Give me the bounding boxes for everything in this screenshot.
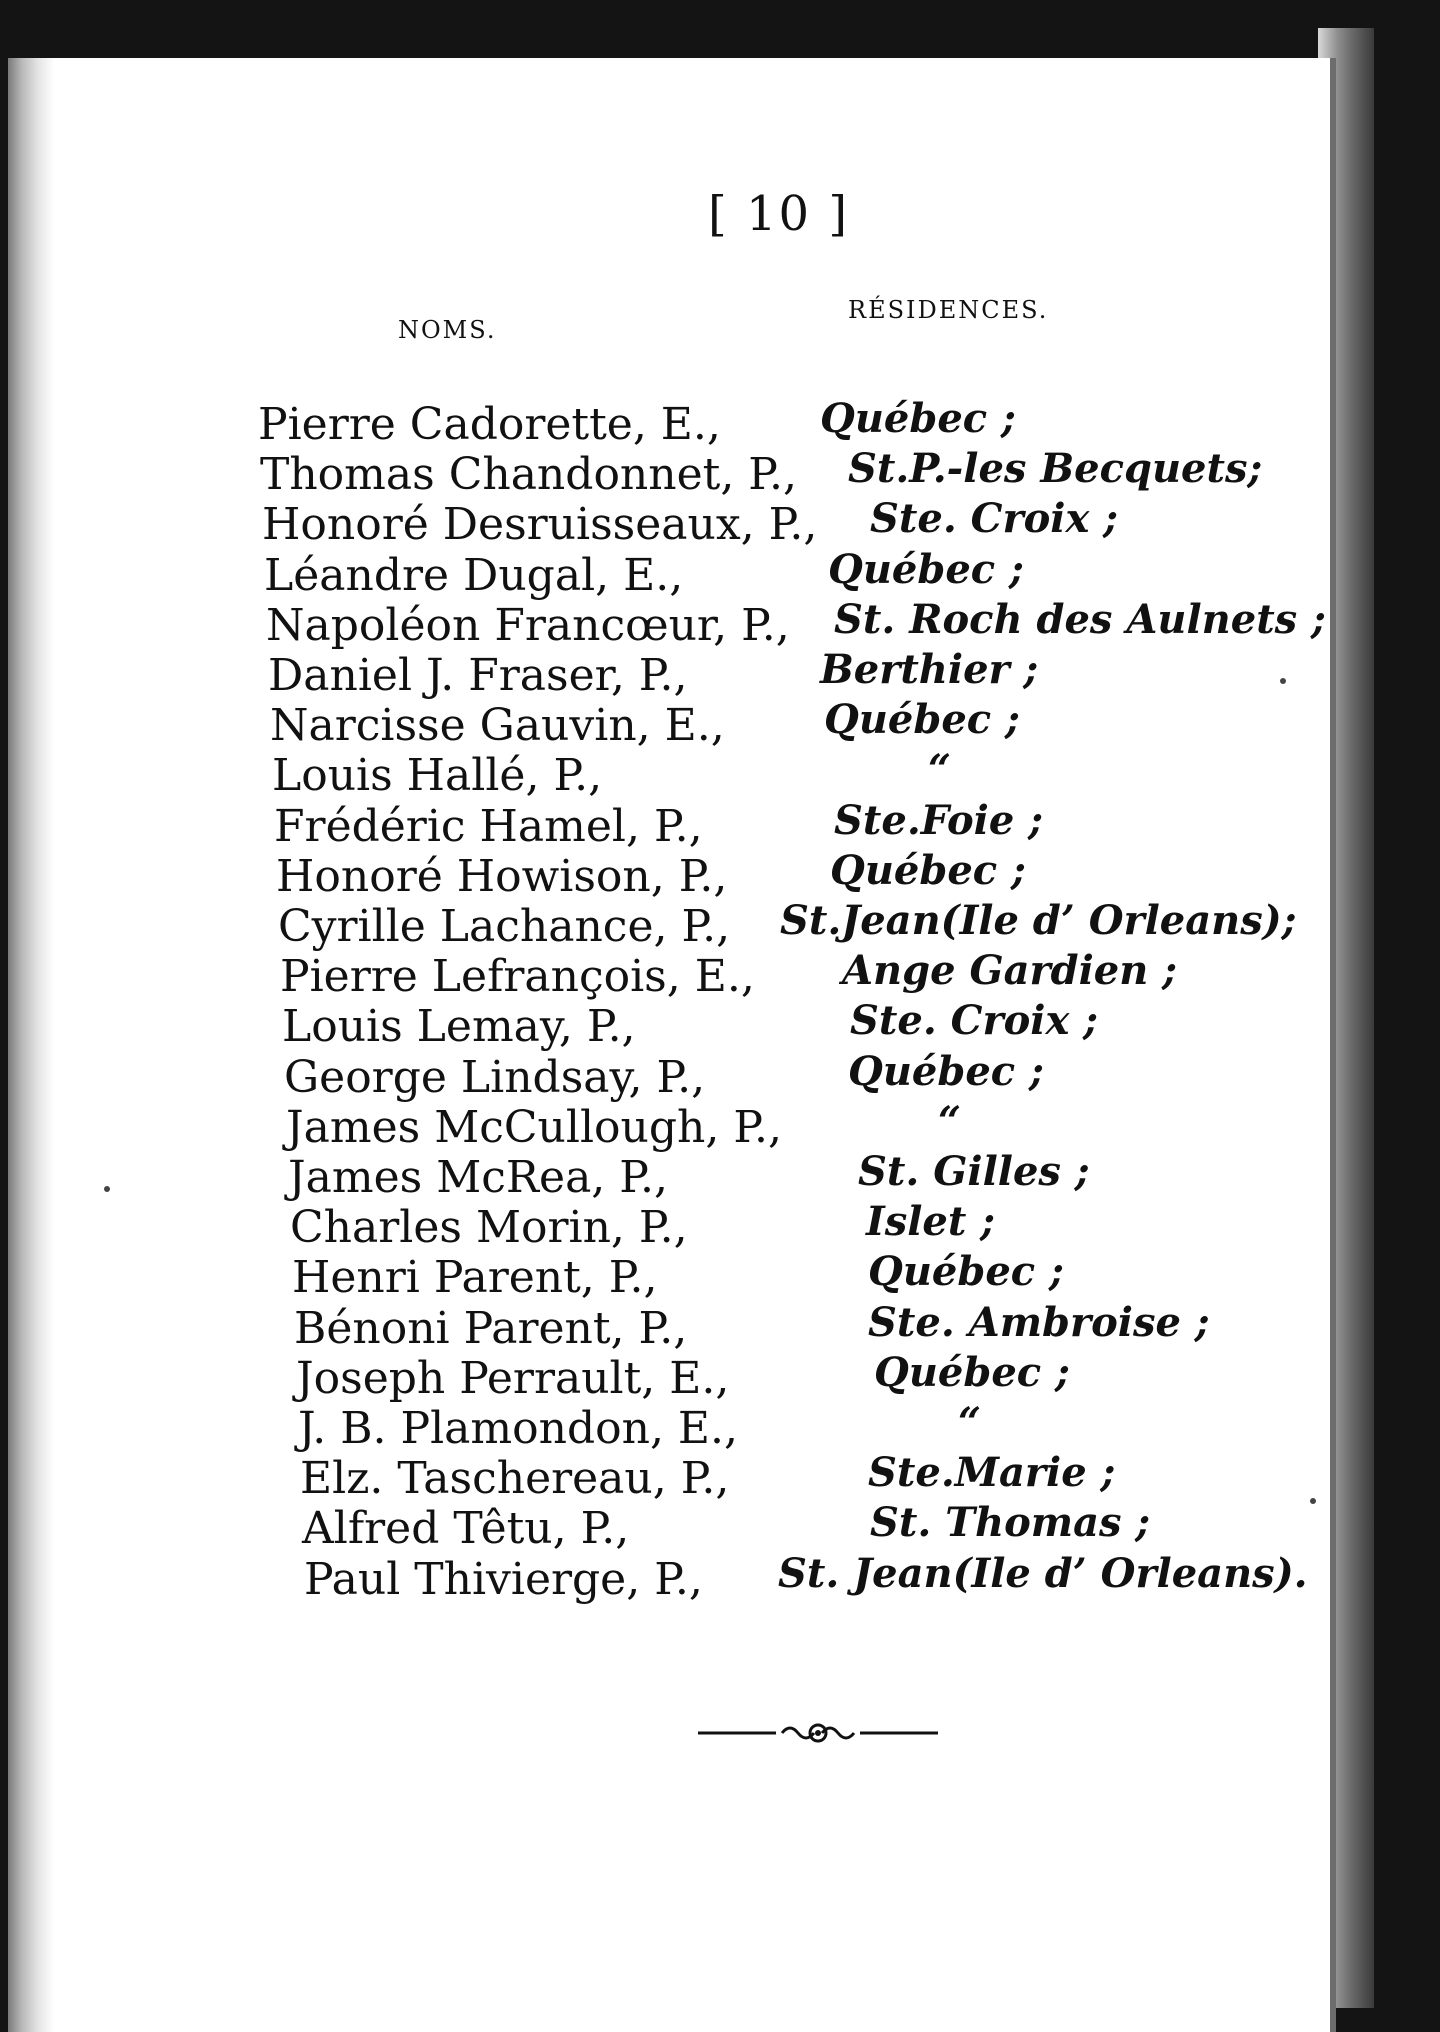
entry-name: Léandre Dugal, E., [264,549,684,601]
list-item [8,646,1336,701]
entry-name: Alfred Têtu, P., [302,1503,630,1555]
entry-name: Henri Parent, P., [292,1252,658,1304]
list-item [8,1549,1336,1605]
book-page [8,58,1336,2032]
list-item [8,1348,1336,1404]
list-item [8,1449,1336,1505]
list-item [8,1148,1336,1203]
list-item [8,1097,1336,1153]
list-item [8,395,1336,450]
entry-residence: St. Gilles ; [858,1148,1090,1195]
page-number: [ 10 ] [708,186,850,242]
entry-residence: Ange Gardien ; [842,947,1177,995]
entry-name: James McCullough, P., [286,1101,783,1153]
column-header-residences: RÉSIDENCES. [848,296,1049,324]
entry-name: Pierre Lefrançois, E., [280,951,755,1003]
entry-name: Narcisse Gauvin, E., [270,700,725,752]
entry-residence: Québec ; [874,1348,1070,1396]
list-item [8,495,1336,551]
entry-name: Honoré Desruisseaux, P., [262,499,818,551]
entry-residence: Ste.Marie ; [868,1449,1116,1497]
entry-name: Honoré Howison, P., [276,850,728,902]
entry-name: Charles Morin, P., [290,1202,688,1254]
entry-residence: St. Roch des Aulnets ; [834,595,1326,643]
list-item [8,796,1336,852]
entry-residence: “ [958,1399,982,1446]
column-header-names: NOMS. [398,316,497,344]
entry-residence: “ [928,746,952,794]
list-item [8,1248,1336,1304]
entry-residence: Québec ; [848,1047,1044,1095]
entry-name: Bénoni Parent, P., [294,1302,688,1354]
list-item [8,846,1336,902]
entry-residence: Québec ; [820,395,1016,442]
entry-name: Paul Thivierge, P., [304,1553,703,1605]
list-item [8,696,1336,752]
list-item [8,595,1336,651]
list-item [8,746,1336,802]
scan-speck [1280,678,1286,684]
entry-residence: St. Jean(Ile d’ Orleans). [778,1549,1308,1597]
entry-name: Napoléon Francœur, P., [266,599,790,651]
entry-name: Frédéric Hamel, P., [274,800,703,852]
entry-residence: Islet ; [866,1198,996,1246]
list-item [8,1499,1336,1555]
list-item [8,997,1336,1053]
entry-residence: Québec ; [824,696,1020,744]
entry-residence: Berthier ; [820,646,1039,693]
entry-name: Elz. Taschereau, P., [300,1453,730,1505]
entry-name: J. B. Plamondon, E., [298,1403,739,1454]
ornament-divider [698,1718,938,1748]
entry-residence: St.P.-les Becquets; [848,445,1263,493]
entry-name: Joseph Perrault, E., [296,1352,730,1404]
list-item [8,545,1336,601]
list-item [8,1399,1336,1454]
entry-residence: Ste. Croix ; [850,997,1098,1045]
list-item [8,1298,1336,1354]
scan-speck [104,1186,110,1192]
entry-residence: Ste. Croix ; [870,495,1118,543]
entry-name: Daniel J. Fraser, P., [268,650,688,701]
entry-residence: Québec ; [868,1248,1064,1296]
entry-name: Thomas Chandonnet, P., [260,449,797,501]
entry-name: Louis Lemay, P., [282,1001,636,1053]
entry-residence: Québec ; [830,846,1026,894]
list-item [8,947,1336,1003]
entry-name: Louis Hallé, P., [272,750,603,802]
entry-name: Pierre Cadorette, E., [258,399,721,450]
entry-residence: “ [938,1097,962,1145]
entry-residence: Québec ; [828,545,1024,593]
entry-name: Cyrille Lachance, P., [278,901,731,952]
entry-residence: Ste. Ambroise ; [868,1298,1210,1346]
entry-name: James McRea, P., [288,1152,668,1203]
scan-speck [1310,1498,1316,1504]
list-item [8,445,1336,501]
list-item [8,1198,1336,1254]
list-item [8,1047,1336,1103]
entry-name: George Lindsay, P., [284,1051,706,1103]
list-item [8,897,1336,952]
entry-residence: St.Jean(Ile d’ Orleans); [780,897,1297,944]
entry-residence: Ste.Foie ; [834,796,1043,844]
entry-residence: St. Thomas ; [870,1499,1151,1547]
